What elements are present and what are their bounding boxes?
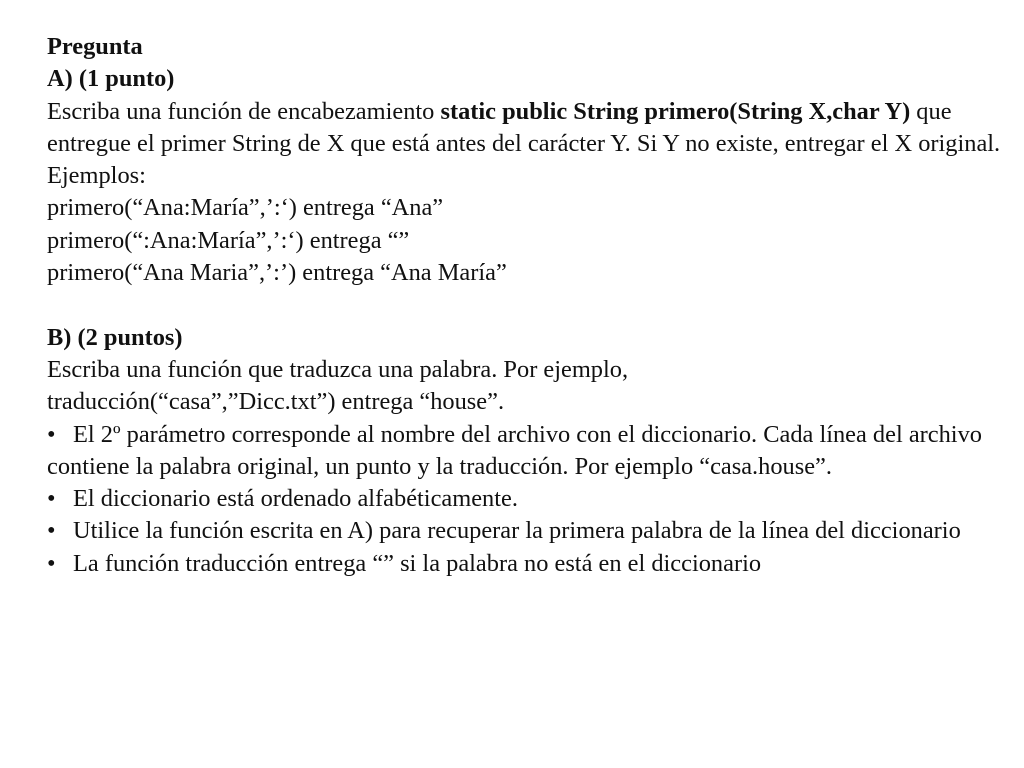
section-spacer [47, 289, 1007, 321]
bullet-icon: • [47, 517, 56, 545]
examples-label: Ejemplos: [47, 162, 146, 190]
part-b-title: B) (2 puntos) [47, 323, 183, 351]
bullet-text-3: Utilice la función escrita en A) para recuperar la primera palabra de la línea del diccionario [73, 517, 961, 545]
bullet-icon: • [47, 485, 56, 513]
bullet-item-1 [47, 419, 1002, 484]
example-line-3: primero(“Ana Maria”,’:’) entrega “Ana María” [47, 259, 507, 287]
slide-content [47, 31, 1007, 580]
example-line-2: primero(“:Ana:María”,’:‘) entrega “” [47, 226, 410, 254]
bullet-text-1: El 2º parámetro corresponde al nombre del archivo con el diccionario. Cada línea del archivo contiene la palabra original, un punto y la traducción. Por ejemplo “casa.house”. [47, 420, 982, 480]
part-b-description: Escriba una función que traduzca una palabra. Por ejemplo, [47, 355, 629, 383]
bullet-item-4 [47, 548, 1007, 580]
part-b-example: traducción(“casa”,”Dicc.txt”) entrega “house”. [47, 388, 505, 416]
bullet-item-2 [47, 483, 1007, 515]
part-a-title: A) (1 punto) [47, 65, 175, 93]
part-a-description [47, 96, 1002, 161]
bullet-icon: • [47, 420, 56, 448]
bullet-text-2: El diccionario está ordenado alfabéticamente. [73, 485, 518, 513]
part-a-desc-prefix: Escriba una función de encabezamiento [47, 97, 441, 125]
bullet-text-4: La función traducción entrega “” si la palabra no está en el diccionario [73, 549, 762, 577]
part-a-function-signature: static public String primero(String X,char Y) [440, 97, 911, 125]
example-line-1: primero(“Ana:María”,’:‘) entrega “Ana” [47, 194, 444, 222]
bullet-item-3 [47, 515, 992, 547]
bullet-icon: • [47, 549, 56, 577]
part-a-desc-suffix: que entregue el primer String de X que está antes del carácter Y. Si Y no existe, entregar el X original. [47, 97, 1001, 157]
question-heading: Pregunta [47, 33, 143, 60]
